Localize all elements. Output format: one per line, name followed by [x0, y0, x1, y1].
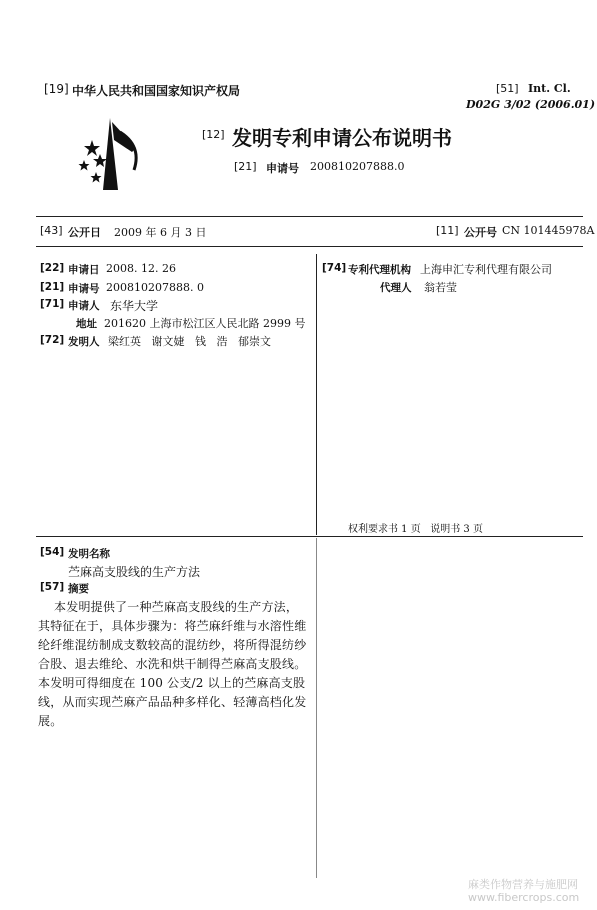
- app-no-label-header: 申请号: [266, 162, 299, 175]
- watermark-cn: 麻类作物营养与施肥网: [468, 878, 578, 891]
- agency-code: [74]: [322, 262, 347, 274]
- app-no-code: [21]: [40, 281, 65, 293]
- page-count: 权利要求书 1 页 说明书 3 页: [348, 524, 483, 535]
- invention-title: 苎麻高支股线的生产方法: [68, 565, 201, 579]
- abstract-line: 本发明可得细度在 100 公支/2 以上的苎麻高支股: [38, 676, 306, 690]
- abstract-line: 纶纤维混纺制成支数较高的混纺纱，将所得混纺纱: [38, 638, 307, 652]
- divider-top: [36, 216, 583, 217]
- pub-date-value: 2009 年 6 月 3 日: [114, 226, 207, 239]
- agent-value: 翁若莹: [424, 281, 457, 294]
- app-no-code-header: [21]: [234, 160, 257, 173]
- filing-date-value: 2008. 12. 26: [106, 262, 176, 275]
- inventors-label: 发明人: [68, 336, 100, 348]
- pub-date-label: 公开日: [68, 226, 101, 239]
- inventors-value: 梁红英 谢文婕 钱 浩 郁崇文: [108, 335, 271, 348]
- int-cl-code: [51]: [496, 82, 519, 95]
- office-code: [19]: [44, 82, 69, 96]
- filing-date-label: 申请日: [68, 264, 100, 276]
- pub-no-value: CN 101445978A: [502, 224, 595, 237]
- filing-date-code: [22]: [40, 262, 65, 274]
- applicant-value: 东华大学: [110, 299, 159, 313]
- abstract-line: 线，从而实现苎麻产品品种多样化、轻薄高档化发: [38, 695, 307, 709]
- abstract-line: 本发明提供了一种苎麻高支股线的生产方法，: [38, 600, 299, 614]
- int-cl-label: Int. Cl.: [528, 82, 571, 95]
- address-label: 地址: [76, 318, 97, 330]
- divider-bib-bottom: [36, 536, 583, 537]
- applicant-label: 申请人: [68, 300, 100, 312]
- abstract-line: 其特征在于，具体步骤为：将苎麻纤维与水溶性维: [38, 619, 307, 633]
- pub-date-code: [43]: [40, 224, 63, 237]
- applicant-code: [71]: [40, 298, 65, 310]
- abstract-line: 合股、退去维纶、水洗和烘干制得苎麻高支股线。: [38, 657, 307, 671]
- title-label: 发明名称: [68, 548, 110, 560]
- abstract-line: 展。: [38, 714, 63, 728]
- abstract-label: 摘要: [68, 583, 89, 595]
- agent-label: 代理人: [380, 282, 412, 294]
- bib-column-divider: [316, 254, 317, 535]
- abstract-right-rule: [316, 538, 317, 878]
- document-title: 发明专利申请公布说明书: [232, 126, 452, 150]
- app-no-label: 申请号: [68, 283, 100, 295]
- watermark-url: www.fibercrops.com: [468, 891, 580, 904]
- inventors-code: [72]: [40, 334, 65, 346]
- agency-label: 专利代理机构: [348, 264, 411, 276]
- patent-office-emblem: [70, 112, 150, 192]
- abstract-code: [57]: [40, 581, 65, 593]
- pub-no-code: [11]: [436, 224, 459, 237]
- address-value: 201620 上海市松江区人民北路 2999 号: [104, 317, 306, 330]
- office-name: 中华人民共和国国家知识产权局: [72, 84, 241, 98]
- app-no-value: 200810207888. 0: [106, 281, 204, 294]
- agency-value: 上海申汇专利代理有限公司: [420, 263, 552, 276]
- divider-bib-top: [36, 246, 583, 247]
- title-code: [54]: [40, 546, 65, 558]
- doc-type-code: [12]: [202, 128, 225, 141]
- int-cl-value: D02G 3/02 (2006.01): [466, 98, 596, 111]
- pub-no-label: 公开号: [464, 226, 497, 239]
- app-no-value-header: 200810207888.0: [310, 160, 405, 173]
